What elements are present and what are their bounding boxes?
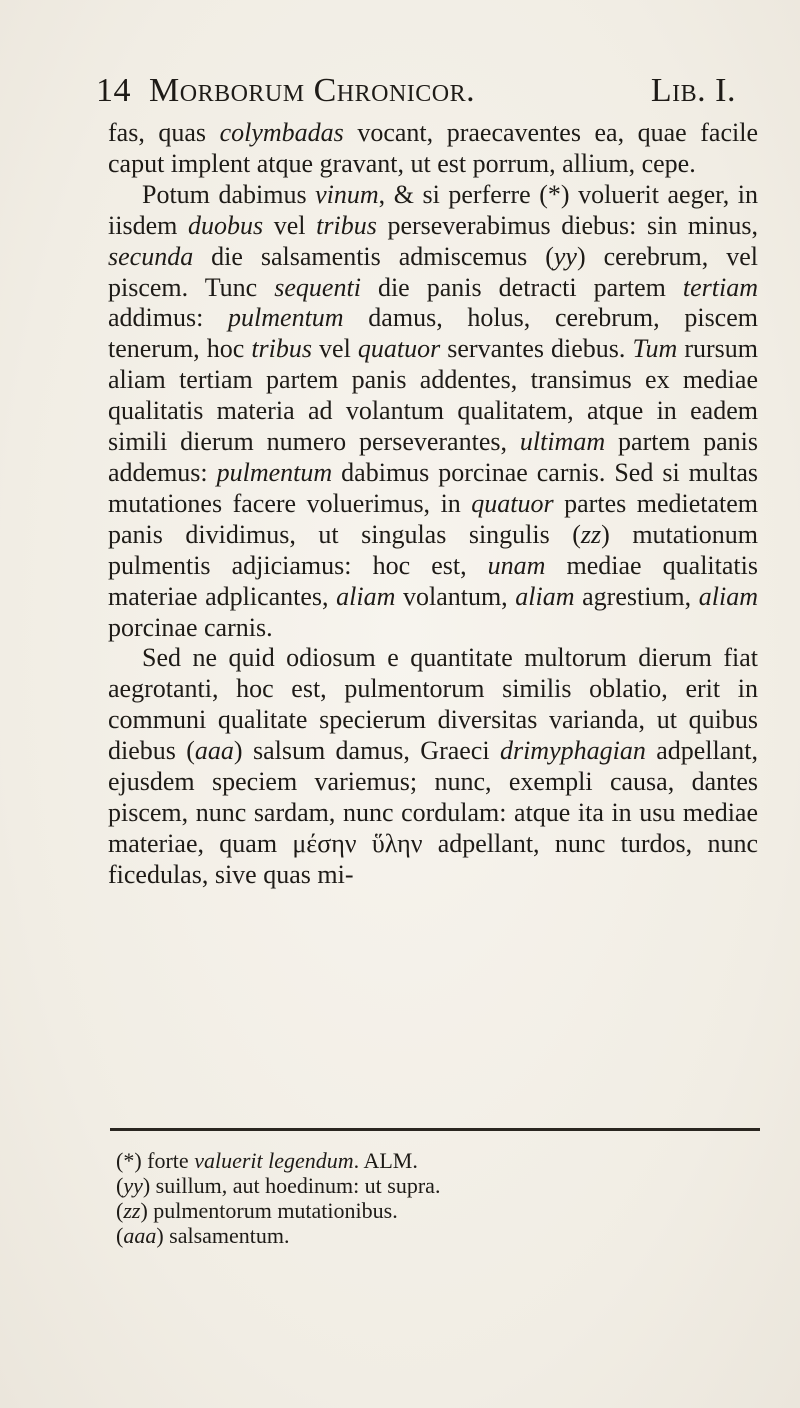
- italic-term: drimyphagian: [499, 736, 646, 766]
- italic-term: Tum: [632, 334, 678, 364]
- italic-term: tribus: [251, 334, 313, 364]
- italic-term: tertiam: [682, 272, 759, 302]
- paragraph: Sed ne quid odiosum e quantitate multorum dierum fiat aegrotanti, hoc est, pulmentorum similis oblatio, erit in communi qualitate specierum diversitas varianda, ut quibus diebus (aaa) salsum damus, Graeci drimyphagian adpellant, ejusdem speciem variemus; nunc, exempli causa, dantes piscem, nunc sardam, nunc cordulam: atque ita in usu mediae materiae, quam μέσην ὕλην adpellant, nunc turdos, nunc ficedulas, sive quas mi-: [108, 643, 759, 889]
- italic-term: aaa: [194, 736, 234, 766]
- footnote: (aaa) salsamentum.: [116, 1223, 290, 1248]
- italic-term: tribus: [316, 210, 377, 240]
- italic-term: aliam: [336, 581, 396, 611]
- footnotes: [116, 1148, 756, 1248]
- italic-term: pulmentum: [216, 457, 333, 487]
- italic-term: vinum: [315, 179, 379, 209]
- italic-term: ultimam: [519, 427, 606, 457]
- italic-term: unam: [487, 550, 546, 580]
- italic-term: yy: [123, 1173, 143, 1198]
- italic-term: sequenti: [274, 272, 361, 302]
- italic-term: valuerit legendum: [194, 1148, 354, 1173]
- italic-term: quatuor: [357, 334, 441, 364]
- footnote-rule: [110, 1128, 760, 1131]
- italic-term: pulmentum: [228, 303, 344, 333]
- page-number: 14: [96, 72, 131, 109]
- italic-term: colymbadas: [219, 118, 344, 147]
- running-title: Morborum Chronicor.: [149, 72, 476, 109]
- italic-term: zz: [580, 519, 602, 549]
- italic-term: duobus: [187, 210, 264, 240]
- italic-term: zz: [123, 1198, 141, 1223]
- italic-term: aaa: [123, 1223, 157, 1248]
- page-header: [96, 72, 736, 112]
- book-label: Lib. I.: [650, 72, 736, 109]
- italic-term: aliam: [515, 581, 575, 611]
- italic-term: yy: [553, 241, 577, 271]
- italic-term: quatuor: [471, 488, 554, 518]
- paragraph: fas, quas colymbadas vocant, praecaventes ea, quae facile caput implent atque gravant, ut est porrum, allium, cepe.: [108, 118, 758, 178]
- footnote: (yy) suillum, aut hoedinum: ut supra.: [116, 1173, 441, 1198]
- italic-term: aliam: [698, 581, 758, 611]
- paragraph: Potum dabimus vinum, & si perferre (*) voluerit aeger, in iisdem duobus vel tribus perseverabimus diebus: sin minus, secunda die salsamentis admiscemus (yy) cerebrum, vel piscem. Tunc sequenti die panis detracti partem tertiam addimus: pulmentum damus, holus, cerebrum, piscem tenerum, hoc tribus vel quatuor servantes diebus. Tum rursum aliam tertiam partem panis addentes, transimus ex mediae qualitatis materia ad volantum qualitatem, atque in eadem simili dierum numero perseverantes, ultimam partem panis addemus: pulmentum dabimus porcinae carnis. Sed si multas mutationes facere voluerimus, in quatuor partes medietatem panis dividimus, ut singulas singulis (zz) mutationum pulmentis adjiciamus: hoc est, unam mediae qualitatis materiae adplicantes, aliam volantum, aliam agrestium, aliam porcinae carnis.: [108, 179, 759, 642]
- footnote: (*) forte valuerit legendum. ALM.: [116, 1148, 418, 1173]
- body-text: [108, 118, 758, 891]
- footnote: (zz) pulmentorum mutationibus.: [116, 1198, 398, 1223]
- italic-term: secunda: [108, 241, 194, 271]
